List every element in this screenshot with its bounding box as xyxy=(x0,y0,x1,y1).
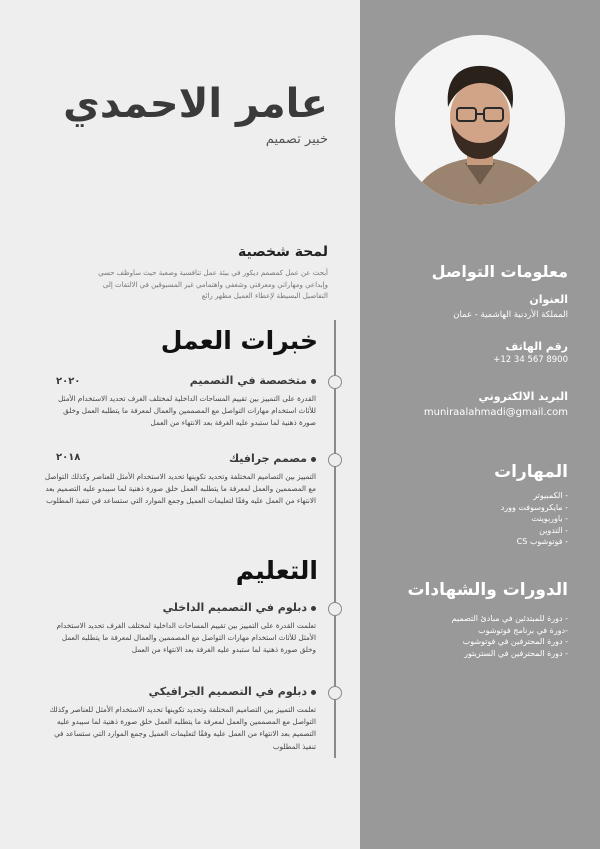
skill-item: - باوربوينت xyxy=(531,514,568,523)
experience-item-year: ٢٠١٨ xyxy=(56,452,81,463)
person-name: عامر الاحمدي xyxy=(63,81,328,127)
bullet-icon xyxy=(311,606,316,611)
person-role: خبير تصميم xyxy=(265,132,328,147)
experience-item-desc: القدرة على التمييز بين تقييم المساحات الداخلية لمختلف الغرف تحديد الاستخدام الأمثل للأثاث استخدام مهارات التواصل مع المصممين والعمال لمعرفة ما يتطلبه العمل وخلق صورة ذهنية لما ستبدو عليه الغرفة بعد الانتهاء من العمل xyxy=(58,394,316,428)
address-value: المملكة الأردنية الهاشمية - عمان xyxy=(453,310,568,320)
course-item: - دورة المحترفين في فوتوشوب xyxy=(462,637,568,646)
profile-text: أبحث عن عمل كمصمم ديكور في بيئة عمل تنافسية وصعبة حيث ساوظف حسي وإبداعي ومهاراتي ومعرفتي وشغفي واهتمامي غير المسبوقين في الالتفات إلى التفاصيل البسيطة لإعطاء العميل مظهر رائع xyxy=(98,269,328,300)
timeline-dot xyxy=(328,453,342,467)
education-item-title xyxy=(163,601,316,614)
experience-item-year: ٢٠٢٠ xyxy=(56,376,81,387)
phone-label: رقم الهاتف xyxy=(505,340,568,353)
experience-item-title xyxy=(190,374,316,387)
skill-item: - التدوين xyxy=(539,525,568,535)
education-item-title-text: دبلوم في التصميم الجرافيكي xyxy=(148,685,307,698)
email-label: البريد الالكتروني xyxy=(478,390,568,403)
timeline-dot xyxy=(328,686,342,700)
phone-value[interactable]: +12 34 567 8900 xyxy=(493,355,568,365)
skill-item: - الكمبيوتر xyxy=(533,491,568,500)
profile-photo xyxy=(395,35,565,205)
experience-item-desc: التمييز بين التصاميم المختلفة وتحديد تكوينها تحديد الاستخدام الأمثل للعناصر وكذلك التواصل مع المصممين والعمل لمعرفة ما يتطلبه العمل خلق صورة ذهنية لما سيبدو عليه التصميم بعد الانتهاء من العمل عليه وفقًا لتعليمات العميل وجمع الموارد التي ستساعد في تنفيذ المطلوب xyxy=(44,472,316,506)
profile-title: لمحة شخصية xyxy=(238,244,328,260)
course-item: - دورة للمبتدئين في مبادئ التصميم xyxy=(451,614,568,623)
bullet-icon xyxy=(311,379,316,384)
education-item-desc: تعلمت التمييز بين التصاميم المختلفة وتحديد تكوينها تحديد الاستخدام الأمثل للعناصر وكذلك التواصل مع المصممين والعمل لمعرفة ما يتطلبه العمل خلق صورة ذهنية لما سيبدو عليه التصميم بعد الانتهاء من العمل عليه وفقًا لتعليمات العميل وجمع الموارد التي ستساعد في تنفيذ المطلوب xyxy=(49,705,316,751)
contact-title: معلومات التواصل xyxy=(431,262,568,281)
education-item-title xyxy=(149,685,316,698)
timeline-dot xyxy=(328,375,342,389)
experience-item-title xyxy=(229,452,316,465)
avatar-illustration xyxy=(395,35,565,205)
experience-item-title-text: متخصصة في التصميم xyxy=(189,374,307,387)
timeline-dot xyxy=(328,602,342,616)
experience-title: خبرات العمل xyxy=(160,326,318,355)
bullet-icon xyxy=(311,457,316,462)
skills-title: المهارات xyxy=(494,462,568,482)
courses-title: الدورات والشهادات xyxy=(407,580,568,600)
courses-list xyxy=(452,613,568,659)
course-item: -دورة في برنامج فوتوشوب xyxy=(478,625,568,635)
bullet-icon xyxy=(311,690,316,695)
address-label: العنوان xyxy=(529,293,568,306)
skill-item: - فوتوشوب CS xyxy=(516,537,568,546)
education-item-title-text: دبلوم في التصميم الداخلي xyxy=(162,601,307,614)
sidebar xyxy=(360,0,600,849)
education-title: التعليم xyxy=(235,556,318,585)
experience-item-title-text: مصمم جرافيك xyxy=(229,452,307,465)
course-item: - دورة المحترفين في الستريتور xyxy=(464,648,568,658)
education-item-desc: تعلمت القدرة على التمييز بين تقييم المساحات الداخلية لمختلف الغرف تحديد الاستخدام الأمثل للأثاث استخدام مهارات التواصل مع المصممين والعمال لمعرفة ما يتطلبه العمل وخلق صورة ذهنية لما ستبدو عليه الغرفة بعد الانتهاء من العمل xyxy=(56,621,316,655)
skills-list xyxy=(501,490,568,548)
email-value[interactable]: muniraalahmadi@gmail.com xyxy=(423,407,568,418)
skill-item: - مايكروسوفت وورد xyxy=(500,502,568,512)
